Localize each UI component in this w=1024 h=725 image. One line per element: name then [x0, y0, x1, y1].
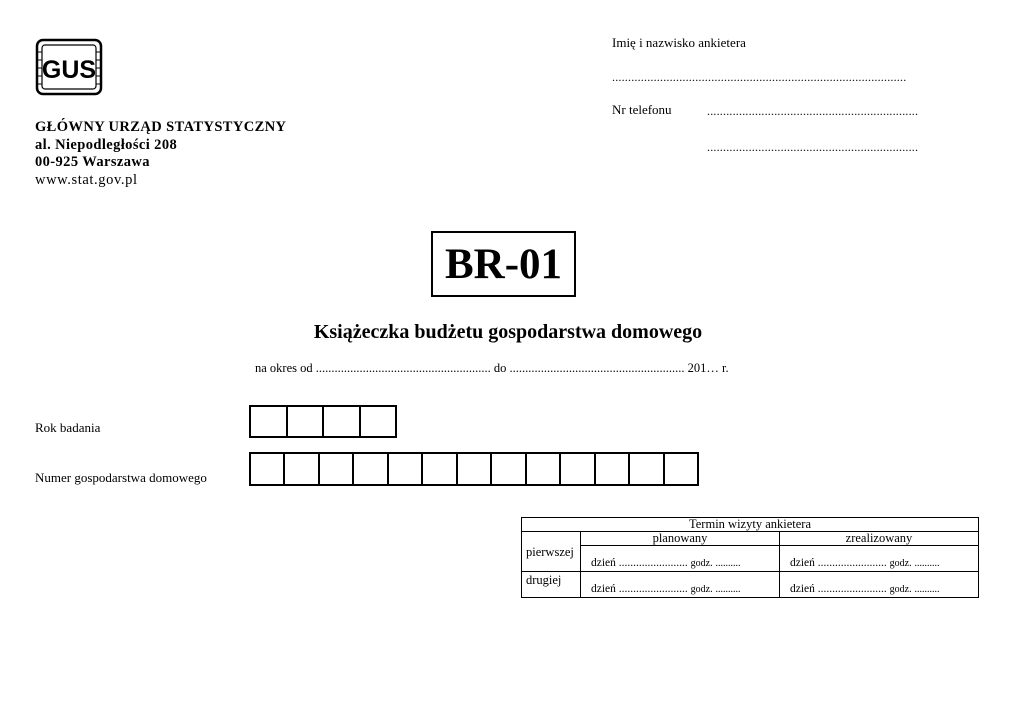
hour-label: godz.	[690, 584, 713, 595]
study-year-boxes[interactable]	[249, 405, 397, 438]
household-number-cell[interactable]	[285, 454, 319, 484]
second-visit-planned-cell[interactable]	[581, 572, 780, 598]
hour-label: godz.	[889, 558, 912, 569]
day-label: dzień	[591, 557, 616, 569]
interviewer-name-label: Imię i nazwisko ankietera	[612, 35, 746, 50]
page-title: Książeczka budżetu gospodarstwa domowego	[313, 321, 703, 343]
study-year-label: Rok badania	[35, 420, 101, 435]
interviewer-name-field[interactable]: ............................................................................................	[612, 70, 907, 84]
organization-address: al. Niepodległości 208	[35, 136, 178, 153]
household-number-cell[interactable]	[458, 454, 492, 484]
study-year-cell[interactable]	[251, 407, 288, 436]
period-year-label: 201… r.	[687, 361, 729, 375]
organization-block	[35, 119, 286, 189]
day-field[interactable]: ........................	[817, 557, 887, 569]
visit-row-second-label: drugiej	[522, 572, 581, 598]
form-code: BR-01	[431, 231, 576, 297]
study-year-cell[interactable]	[288, 407, 325, 436]
household-number-label: Numer gospodarstwa domowego	[35, 470, 207, 485]
first-visit-planned-cell[interactable]	[581, 546, 780, 572]
day-field[interactable]: ........................	[618, 557, 688, 569]
second-visit-realized-cell[interactable]	[780, 572, 979, 598]
day-label: dzień	[591, 583, 616, 595]
hour-field[interactable]: ..........	[715, 584, 741, 595]
household-number-cell[interactable]	[320, 454, 354, 484]
phone-field[interactable]: ..................................................................	[707, 104, 919, 118]
household-number-cell[interactable]	[596, 454, 630, 484]
period-line	[255, 361, 729, 376]
period-from-label: na okres od	[255, 361, 313, 375]
period-to-field[interactable]: ........................................................	[509, 361, 685, 375]
hour-field[interactable]: ..........	[914, 558, 940, 569]
household-number-cell[interactable]	[251, 454, 285, 484]
household-number-cell[interactable]	[665, 454, 697, 484]
day-field[interactable]: ........................	[817, 583, 887, 595]
household-number-cell[interactable]	[354, 454, 388, 484]
household-number-cell[interactable]	[423, 454, 457, 484]
hour-label: godz.	[889, 584, 912, 595]
day-field[interactable]: ........................	[618, 583, 688, 595]
organization-website: www.stat.gov.pl	[35, 171, 138, 188]
organization-postal-city: 00-925 Warszawa	[35, 154, 150, 170]
household-number-cell[interactable]	[389, 454, 423, 484]
period-to-label: do	[493, 361, 507, 375]
household-number-cell[interactable]	[561, 454, 595, 484]
planned-column-header: planowany	[581, 532, 780, 546]
hour-field[interactable]: ..........	[914, 584, 940, 595]
hour-label: godz.	[690, 558, 713, 569]
organization-name: GŁÓWNY URZĄD STATYSTYCZNY	[35, 119, 287, 135]
household-number-cell[interactable]	[630, 454, 664, 484]
household-number-boxes[interactable]	[249, 452, 699, 486]
day-label: dzień	[790, 583, 815, 595]
phone-field-2[interactable]: ..................................................................	[707, 140, 919, 154]
hour-field[interactable]: ..........	[715, 558, 741, 569]
household-number-cell[interactable]	[492, 454, 526, 484]
gus-logo	[35, 38, 103, 96]
first-visit-realized-cell[interactable]	[780, 546, 979, 572]
household-number-cell[interactable]	[527, 454, 561, 484]
study-year-cell[interactable]	[324, 407, 361, 436]
svg-text:GUS: GUS	[41, 56, 97, 84]
visits-table	[521, 517, 979, 598]
phone-label: Nr telefonu	[612, 102, 672, 117]
study-year-cell[interactable]	[361, 407, 396, 436]
visit-row-first-label: pierwszej	[522, 532, 581, 572]
realized-column-header: zrealizowany	[780, 532, 979, 546]
visits-table-header: Termin wizyty ankietera	[522, 518, 979, 532]
day-label: dzień	[790, 557, 815, 569]
period-from-field[interactable]: ........................................................	[315, 361, 491, 375]
